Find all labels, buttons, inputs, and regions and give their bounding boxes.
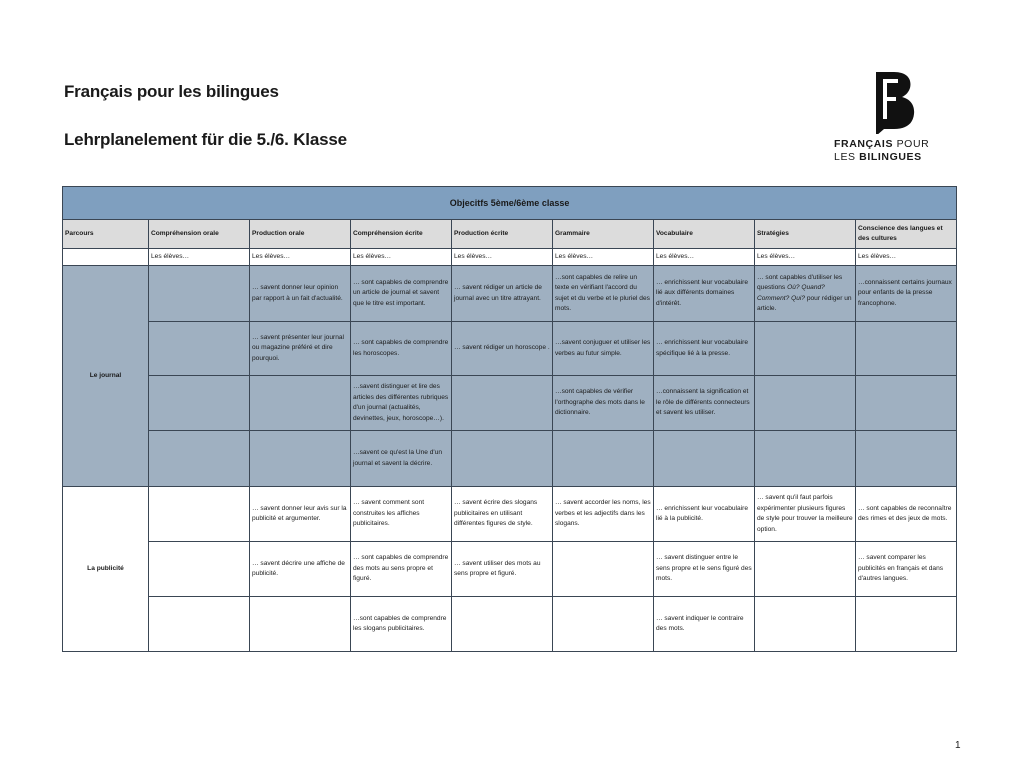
table-cell: [553, 542, 654, 597]
eleves-cell: Les élèves…: [856, 249, 957, 266]
eleves-cell: Les élèves…: [351, 249, 452, 266]
table-cell: … enrichissent leur vocabulaire lié à la publicité.: [654, 487, 755, 542]
table-cell: … sont capables de reconnaître des rimes et des jeux de mots.: [856, 487, 957, 542]
header-cell: Production orale: [250, 220, 351, 249]
table-cell: … sont capables de comprendre les horoscopes.: [351, 322, 452, 376]
table-cell: [755, 431, 856, 487]
table-cell: … savent rédiger un article de journal avec un titre attrayant.: [452, 266, 553, 322]
table-cell: [755, 597, 856, 652]
table-cell: [250, 376, 351, 431]
header-cell: Parcours: [63, 220, 149, 249]
parcours-cell-journal: Le journal: [63, 266, 149, 487]
table-cell: [149, 322, 250, 376]
table-row: [63, 597, 957, 652]
logo-text-line2-rest: LES: [834, 151, 860, 163]
logo-text-line2-bold: BILINGUES: [859, 151, 922, 163]
table-cell: [250, 597, 351, 652]
document-title: Français pour les bilingues: [64, 82, 279, 101]
table-cell: [553, 431, 654, 487]
question-words: Où? Quand? Comment? Qui?: [757, 284, 825, 302]
table-cell: [149, 542, 250, 597]
eleves-cell: Les élèves…: [452, 249, 553, 266]
table-cell: … savent accorder les noms, les verbes et les adjectifs dans les slogans.: [553, 487, 654, 542]
table-cell: …savent conjuguer et utiliser les verbes au futur simple.: [553, 322, 654, 376]
table-cell: … savent donner leur avis sur la publicité et argumenter.: [250, 487, 351, 542]
header-cell: Production écrite: [452, 220, 553, 249]
table-cell: [553, 597, 654, 652]
table-cell: … sont capables de comprendre des mots au sens propre et figuré.: [351, 542, 452, 597]
table-cell: … savent distinguer entre le sens propre et le sens figuré des mots.: [654, 542, 755, 597]
table-cell: [856, 597, 957, 652]
table-cell: … savent comparer les publicités en français et dans d'autres langues.: [856, 542, 957, 597]
table-cell: [856, 431, 957, 487]
document-subtitle: Lehrplanelement für die 5./6. Klasse: [64, 130, 347, 149]
page-number: 1: [955, 740, 961, 751]
eleves-cell: Les élèves…: [654, 249, 755, 266]
header-cell: Vocabulaire: [654, 220, 755, 249]
objectives-table: [62, 186, 957, 652]
table-cell: … enrichissent leur vocabulaire lié aux différents domaines d'intérêt.: [654, 266, 755, 322]
eleves-cell: Les élèves…: [149, 249, 250, 266]
parcours-cell-publicite: La publicité: [63, 487, 149, 652]
table-row: [63, 322, 957, 376]
eleves-row: [63, 249, 957, 266]
table-cell: …sont capables de vérifier l'orthographe des mots dans le dictionnaire.: [553, 376, 654, 431]
fb-logo-icon: [874, 72, 916, 134]
table-banner: Objecitfs 5ème/6ème classe: [63, 187, 957, 220]
logo-text-line1-bold: FRANÇAIS: [834, 138, 894, 150]
table-cell: [755, 542, 856, 597]
table-cell: …connaissent la signification et le rôle de différents connecteurs et savent les utiliser.: [654, 376, 755, 431]
table-row: [63, 266, 957, 322]
table-cell: … savent utiliser des mots au sens propre et figuré.: [452, 542, 553, 597]
table-header-row: [63, 220, 957, 249]
table-cell: [452, 376, 553, 431]
table-cell: …savent ce qu'est la Une d'un journal et savent la décrire.: [351, 431, 452, 487]
table-cell: [149, 376, 250, 431]
table-cell: … savent rédiger un horoscope .: [452, 322, 553, 376]
table-cell: [856, 322, 957, 376]
table-row: [63, 542, 957, 597]
table-row: [63, 376, 957, 431]
table-cell: [452, 597, 553, 652]
table-cell: … savent écrire des slogans publicitaires en utilisant différentes figures de style.: [452, 487, 553, 542]
table-cell: … savent indiquer le contraire des mots.: [654, 597, 755, 652]
eleves-cell: Les élèves…: [755, 249, 856, 266]
table-cell: [250, 431, 351, 487]
header-cell: Compréhension écrite: [351, 220, 452, 249]
table-cell: … sont capables de comprendre un article de journal et savent que le titre est important.: [351, 266, 452, 322]
table-cell: …sont capables de comprendre les slogans publicitaires.: [351, 597, 452, 652]
table-cell: … enrichissent leur vocabulaire spécifique lié à la presse.: [654, 322, 755, 376]
header-cell: Compréhension orale: [149, 220, 250, 249]
logo-text: [834, 138, 930, 164]
table-cell: … savent qu'il faut parfois expérimenter plusieurs figures de style pour trouver la meilleure option.: [755, 487, 856, 542]
table-cell: … savent décrire une affiche de publicité.: [250, 542, 351, 597]
header-cell: Conscience des langues et des cultures: [856, 220, 957, 249]
table-row: [63, 487, 957, 542]
table-cell: [654, 431, 755, 487]
table-cell: [149, 597, 250, 652]
table-row: [63, 431, 957, 487]
table-cell: … savent donner leur opinion par rapport à un fait d'actualité.: [250, 266, 351, 322]
table-cell: [149, 266, 250, 322]
table-cell: … savent comment sont construites les affiches publicitaires.: [351, 487, 452, 542]
eleves-cell: Les élèves…: [250, 249, 351, 266]
table-cell: [755, 376, 856, 431]
table-cell: [452, 431, 553, 487]
eleves-cell: [63, 249, 149, 266]
logo-text-line1-rest: POUR: [893, 138, 930, 150]
header-cell: Stratégies: [755, 220, 856, 249]
eleves-cell: Les élèves…: [553, 249, 654, 266]
table-cell: [755, 322, 856, 376]
table-cell: [149, 487, 250, 542]
table-cell-strategies-journal-1: … sont capables d'utiliser les questions Où? Quand? Comment? Qui? pour rédiger un article.: [755, 266, 856, 322]
table-banner-row: [63, 187, 957, 220]
table-cell: [856, 376, 957, 431]
logo: [830, 72, 930, 170]
table-cell: …connaissent certains journaux pour enfants de la presse francophone.: [856, 266, 957, 322]
table-cell: …sont capables de relire un texte en vérifiant l'accord du sujet et du verbe et le pluriel des mots.: [553, 266, 654, 322]
header-cell: Grammaire: [553, 220, 654, 249]
table-cell: … savent présenter leur journal ou magazine préféré et dire pourquoi.: [250, 322, 351, 376]
table-cell: [149, 431, 250, 487]
table-cell: …savent distinguer et lire des articles des différentes rubriques d'un journal (actualités, devinettes, jeux, horoscope…).: [351, 376, 452, 431]
